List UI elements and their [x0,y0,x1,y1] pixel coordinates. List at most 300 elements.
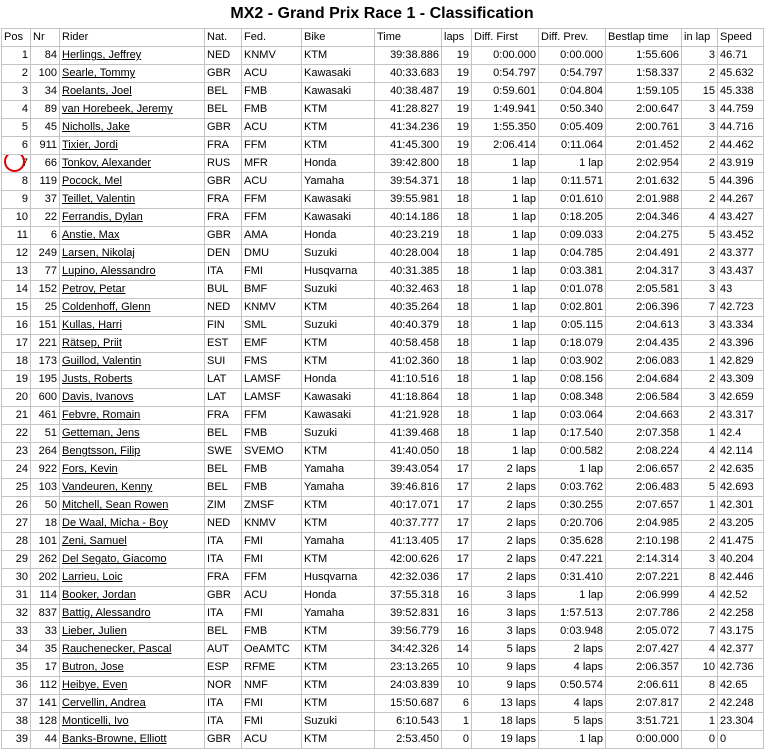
table-row [2,119,764,137]
rider-link[interactable]: Ferrandis, Dylan [62,211,143,223]
laps-cell: 19 [442,47,472,65]
bike-cell: KTM [302,299,375,317]
nr-cell: 100 [31,65,60,83]
in-lap-cell: 0 [682,731,718,749]
fed-cell: FMI [242,551,302,569]
rider-link[interactable]: Bengtsson, Filip [62,445,141,457]
rider-link[interactable]: Booker, Jordan [62,589,136,601]
fed-cell: EMF [242,335,302,353]
diff-first-cell: 2 laps [472,533,539,551]
in-lap-cell: 2 [682,515,718,533]
in-lap-cell: 2 [682,65,718,83]
rider-link[interactable]: Getteman, Jens [62,427,140,439]
time-cell: 39:42.800 [375,155,442,173]
table-row [2,407,764,425]
nat-cell: NOR [205,677,242,695]
diff-first-cell: 3 laps [472,605,539,623]
nat-cell: BUL [205,281,242,299]
diff-first-cell: 2 laps [472,461,539,479]
diff-prev-cell: 0:31.410 [539,569,606,587]
nr-cell: 173 [31,353,60,371]
rider-link[interactable]: van Horebeek, Jeremy [62,103,173,115]
pos-value: 28 [15,535,28,547]
nat-cell: BEL [205,623,242,641]
fed-cell: FMS [242,353,302,371]
pos-cell [2,245,31,263]
nat-cell: ITA [205,551,242,569]
table-row [2,695,764,713]
pos-value: 20 [15,391,28,403]
time-cell: 37:55.318 [375,587,442,605]
pos-cell [2,515,31,533]
rider-cell [60,227,205,245]
nr-cell: 264 [31,443,60,461]
rider-cell [60,245,205,263]
rider-cell [60,479,205,497]
time-cell: 41:28.827 [375,101,442,119]
in-lap-cell: 3 [682,47,718,65]
rider-link[interactable]: Banks-Browne, Elliott [62,733,167,745]
time-cell: 40:32.463 [375,281,442,299]
speed-cell: 42.65 [718,677,764,695]
bestlap-cell: 2:01.452 [606,137,682,155]
laps-cell: 17 [442,515,472,533]
pos-value: 11 [16,229,28,241]
nr-cell: 35 [31,641,60,659]
laps-cell: 18 [442,335,472,353]
nr-cell: 195 [31,371,60,389]
laps-cell: 18 [442,371,472,389]
rider-link[interactable]: Cervellin, Andrea [62,697,146,709]
diff-prev-cell: 0:01.610 [539,191,606,209]
diff-first-cell: 18 laps [472,713,539,731]
time-cell: 40:14.186 [375,209,442,227]
rider-link[interactable]: Justs, Roberts [62,373,133,385]
nr-cell: 34 [31,83,60,101]
rider-link[interactable]: Kullas, Harri [62,319,122,331]
bike-cell: Yamaha [302,173,375,191]
diff-prev-cell: 0:47.221 [539,551,606,569]
laps-cell: 18 [442,353,472,371]
nr-cell: 837 [31,605,60,623]
rider-link[interactable]: Battig, Alessandro [62,607,151,619]
pos-cell [2,389,31,407]
rider-link[interactable]: Vandeuren, Kenny [62,481,153,493]
time-cell: 42:00.626 [375,551,442,569]
nr-cell: 152 [31,281,60,299]
time-cell: 39:54.371 [375,173,442,191]
rider-link[interactable]: Searle, Tommy [62,67,136,79]
time-cell: 40:17.071 [375,497,442,515]
rider-link[interactable]: Roelants, Joel [62,85,132,97]
diff-prev-cell: 0:03.064 [539,407,606,425]
fed-cell: KNMV [242,47,302,65]
table-row [2,173,764,191]
pos-cell [2,641,31,659]
diff-first-cell: 0:54.797 [472,65,539,83]
time-cell: 2:53.450 [375,731,442,749]
fed-cell: FMB [242,479,302,497]
bestlap-cell: 2:06.483 [606,479,682,497]
bestlap-cell: 0:00.000 [606,731,682,749]
bike-cell: KTM [302,119,375,137]
rider-link[interactable]: Petrov, Petar [62,283,126,295]
speed-cell: 44.267 [718,191,764,209]
in-lap-cell: 3 [682,281,718,299]
laps-cell: 17 [442,497,472,515]
laps-cell: 17 [442,569,472,587]
pos-cell [2,227,31,245]
rider-cell [60,587,205,605]
diff-first-cell: 1 lap [472,245,539,263]
nr-cell: 18 [31,515,60,533]
pos-value: 35 [15,661,28,673]
rider-link[interactable]: Nicholls, Jake [62,121,130,133]
diff-first-cell: 1 lap [472,227,539,245]
table-row [2,713,764,731]
nr-cell: 25 [31,299,60,317]
rider-link[interactable]: Butron, Jose [62,661,124,673]
nat-cell: DEN [205,245,242,263]
time-cell: 41:13.405 [375,533,442,551]
time-cell: 39:52.831 [375,605,442,623]
diff-first-cell: 1 lap [472,209,539,227]
header-bike: Bike [302,29,375,47]
in-lap-cell: 1 [682,425,718,443]
pos-cell [2,461,31,479]
diff-prev-cell: 1 lap [539,731,606,749]
pos-cell [2,191,31,209]
pos-value: 34 [15,643,28,655]
diff-first-cell: 2 laps [472,497,539,515]
in-lap-cell: 7 [682,299,718,317]
rider-link[interactable]: Heibye, Even [62,679,128,691]
pos-value: 27 [15,517,28,529]
bestlap-cell: 2:07.221 [606,569,682,587]
time-cell: 39:46.816 [375,479,442,497]
laps-cell: 1 [442,713,472,731]
time-cell: 39:43.054 [375,461,442,479]
nr-cell: 461 [31,407,60,425]
rider-link[interactable]: Rauchenecker, Pascal [62,643,172,655]
diff-first-cell: 0:00.000 [472,47,539,65]
nat-cell: FRA [205,569,242,587]
nat-cell: ITA [205,713,242,731]
diff-prev-cell: 0:03.762 [539,479,606,497]
in-lap-cell: 2 [682,137,718,155]
pos-value: 6 [21,139,28,151]
rider-link[interactable]: Anstie, Max [62,229,120,241]
laps-cell: 18 [442,191,472,209]
diff-prev-cell: 5 laps [539,713,606,731]
laps-cell: 10 [442,677,472,695]
pos-value: 26 [15,499,28,511]
fed-cell: AMA [242,227,302,245]
diff-prev-cell: 0:20.706 [539,515,606,533]
laps-cell: 17 [442,461,472,479]
in-lap-cell: 4 [682,641,718,659]
header-nat: Nat. [205,29,242,47]
table-row [2,569,764,587]
bike-cell: KTM [302,353,375,371]
pos-cell [2,281,31,299]
pos-value: 25 [15,481,28,493]
table-row [2,425,764,443]
diff-first-cell: 2 laps [472,515,539,533]
pos-cell [2,659,31,677]
in-lap-cell: 8 [682,677,718,695]
pos-value: 19 [15,373,28,385]
pos-cell [2,209,31,227]
bestlap-cell: 2:04.985 [606,515,682,533]
table-row [2,335,764,353]
speed-cell: 42.52 [718,587,764,605]
in-lap-cell: 3 [682,101,718,119]
header-rider: Rider [60,29,205,47]
rider-link[interactable]: Larsen, Nikolaj [62,247,135,259]
bike-cell: Suzuki [302,425,375,443]
bestlap-cell: 1:58.337 [606,65,682,83]
rider-cell [60,605,205,623]
nr-cell: 50 [31,497,60,515]
rider-cell [60,209,205,227]
speed-cell: 43.437 [718,263,764,281]
nat-cell: GBR [205,173,242,191]
rider-link[interactable]: Herlings, Jeffrey [62,49,142,61]
nat-cell: GBR [205,65,242,83]
time-cell: 41:18.864 [375,389,442,407]
nat-cell: ESP [205,659,242,677]
time-cell: 40:35.264 [375,299,442,317]
fed-cell: FMI [242,695,302,713]
pos-value: 4 [21,103,28,115]
header-in-lap: in lap [682,29,718,47]
time-cell: 41:40.050 [375,443,442,461]
diff-first-cell: 1 lap [472,317,539,335]
rider-link[interactable]: Rätsep, Priit [62,337,122,349]
rider-link[interactable]: Guillod, Valentin [62,355,142,367]
diff-prev-cell: 4 laps [539,695,606,713]
header-diff-prev: Diff. Prev. [539,29,606,47]
bike-cell: Kawasaki [302,407,375,425]
table-row [2,389,764,407]
in-lap-cell: 2 [682,155,718,173]
bike-cell: Husqvarna [302,263,375,281]
speed-cell: 43.175 [718,623,764,641]
nat-cell: RUS [205,155,242,173]
rider-link[interactable]: Tixier, Jordi [62,139,118,151]
time-cell: 23:13.265 [375,659,442,677]
rider-link[interactable]: Lupino, Alessandro [62,265,156,277]
diff-first-cell: 3 laps [472,623,539,641]
in-lap-cell: 2 [682,407,718,425]
speed-cell: 40.204 [718,551,764,569]
bestlap-cell: 1:59.105 [606,83,682,101]
rider-cell [60,623,205,641]
fed-cell: KNMV [242,299,302,317]
rider-link[interactable]: Mitchell, Sean Rowen [62,499,169,511]
rider-cell [60,101,205,119]
rider-link[interactable]: Febvre, Romain [62,409,141,421]
bike-cell: Suzuki [302,713,375,731]
table-row [2,479,764,497]
nat-cell: ITA [205,533,242,551]
nr-cell: 112 [31,677,60,695]
speed-cell: 42.114 [718,443,764,461]
speed-cell: 42.736 [718,659,764,677]
speed-cell: 43.452 [718,227,764,245]
laps-cell: 18 [442,209,472,227]
pos-value: 24 [15,463,28,475]
nr-cell: 77 [31,263,60,281]
nat-cell: ZIM [205,497,242,515]
bike-cell: Honda [302,587,375,605]
in-lap-cell: 5 [682,227,718,245]
rider-cell [60,659,205,677]
rider-cell [60,263,205,281]
speed-cell: 43.427 [718,209,764,227]
page-title: MX2 - Grand Prix Race 1 - Classification [230,5,534,22]
bestlap-cell: 2:14.314 [606,551,682,569]
diff-prev-cell: 1:57.513 [539,605,606,623]
rider-link[interactable]: Davis, Ivanovs [62,391,134,403]
laps-cell: 18 [442,173,472,191]
rider-link[interactable]: De Waal, Micha - Boy [62,517,168,529]
nat-cell: FRA [205,407,242,425]
rider-link[interactable]: Zeni, Samuel [62,535,127,547]
rider-link[interactable]: Del Segato, Giacomo [62,553,167,565]
pos-value: 10 [15,211,28,223]
fed-cell: FMI [242,263,302,281]
nat-cell: BEL [205,425,242,443]
table-row [2,155,764,173]
laps-cell: 6 [442,695,472,713]
time-cell: 41:45.300 [375,137,442,155]
rider-cell [60,173,205,191]
bike-cell: KTM [302,47,375,65]
fed-cell: ACU [242,65,302,83]
rider-link[interactable]: Teillet, Valentin [62,193,136,205]
bike-cell: Kawasaki [302,83,375,101]
in-lap-cell: 2 [682,245,718,263]
rider-link[interactable]: Monticelli, Ivo [62,715,129,727]
bestlap-cell: 2:06.999 [606,587,682,605]
pos-value: 37 [15,697,28,709]
laps-cell: 19 [442,83,472,101]
diff-first-cell: 1 lap [472,443,539,461]
rider-link[interactable]: Pocock, Mel [62,175,122,187]
nat-cell: BEL [205,101,242,119]
table-row [2,533,764,551]
diff-prev-cell: 0:17.540 [539,425,606,443]
diff-first-cell: 1 lap [472,425,539,443]
speed-cell: 44.462 [718,137,764,155]
table-row [2,263,764,281]
time-cell: 24:03.839 [375,677,442,695]
nat-cell: FRA [205,191,242,209]
speed-cell: 43.919 [718,155,764,173]
bike-cell: Honda [302,155,375,173]
rider-link[interactable]: Tonkov, Alexander [62,157,152,169]
diff-prev-cell: 0:50.574 [539,677,606,695]
bike-cell: KTM [302,641,375,659]
table-row [2,317,764,335]
fed-cell: ZMSF [242,497,302,515]
nr-cell: 128 [31,713,60,731]
rider-link[interactable]: Fors, Kevin [62,463,118,475]
bestlap-cell: 2:02.954 [606,155,682,173]
nr-cell: 202 [31,569,60,587]
table-row [2,677,764,695]
fed-cell: FMI [242,533,302,551]
fed-cell: FFM [242,137,302,155]
table-row [2,299,764,317]
speed-cell: 42.446 [718,569,764,587]
time-cell: 41:10.516 [375,371,442,389]
pos-value: 29 [15,553,28,565]
pos-value: 36 [15,679,28,691]
diff-prev-cell: 0:35.628 [539,533,606,551]
rider-link[interactable]: Coldenhoff, Glenn [62,301,151,313]
diff-first-cell: 1 lap [472,335,539,353]
rider-cell [60,551,205,569]
diff-prev-cell: 0:00.582 [539,443,606,461]
speed-cell: 43.334 [718,317,764,335]
rider-link[interactable]: Larrieu, Loic [62,571,123,583]
rider-link[interactable]: Lieber, Julien [62,625,127,637]
pos-value: 14 [15,283,28,295]
fed-cell: ACU [242,731,302,749]
in-lap-cell: 1 [682,353,718,371]
bestlap-cell: 2:10.198 [606,533,682,551]
bestlap-cell: 2:04.491 [606,245,682,263]
diff-first-cell: 1 lap [472,155,539,173]
speed-cell: 42.377 [718,641,764,659]
nat-cell: GBR [205,731,242,749]
fed-cell: FMB [242,623,302,641]
diff-prev-cell: 0:00.000 [539,47,606,65]
pos-value: 23 [15,445,28,457]
bike-cell: Yamaha [302,533,375,551]
time-cell: 40:37.777 [375,515,442,533]
time-cell: 41:21.928 [375,407,442,425]
in-lap-cell: 3 [682,119,718,137]
rider-cell [60,425,205,443]
time-cell: 40:31.385 [375,263,442,281]
bestlap-cell: 2:04.663 [606,407,682,425]
in-lap-cell: 3 [682,389,718,407]
bike-cell: KTM [302,623,375,641]
laps-cell: 19 [442,137,472,155]
diff-prev-cell: 0:18.205 [539,209,606,227]
nr-cell: 17 [31,659,60,677]
speed-cell: 23.304 [718,713,764,731]
diff-first-cell: 1 lap [472,173,539,191]
fed-cell: KNMV [242,515,302,533]
in-lap-cell: 8 [682,569,718,587]
pos-cell [2,605,31,623]
time-cell: 39:55.981 [375,191,442,209]
bike-cell: Honda [302,371,375,389]
nr-cell: 103 [31,479,60,497]
rider-cell [60,191,205,209]
fed-cell: DMU [242,245,302,263]
pos-cell [2,407,31,425]
rider-cell [60,461,205,479]
bike-cell: KTM [302,335,375,353]
pos-cell [2,101,31,119]
speed-cell: 42.258 [718,605,764,623]
